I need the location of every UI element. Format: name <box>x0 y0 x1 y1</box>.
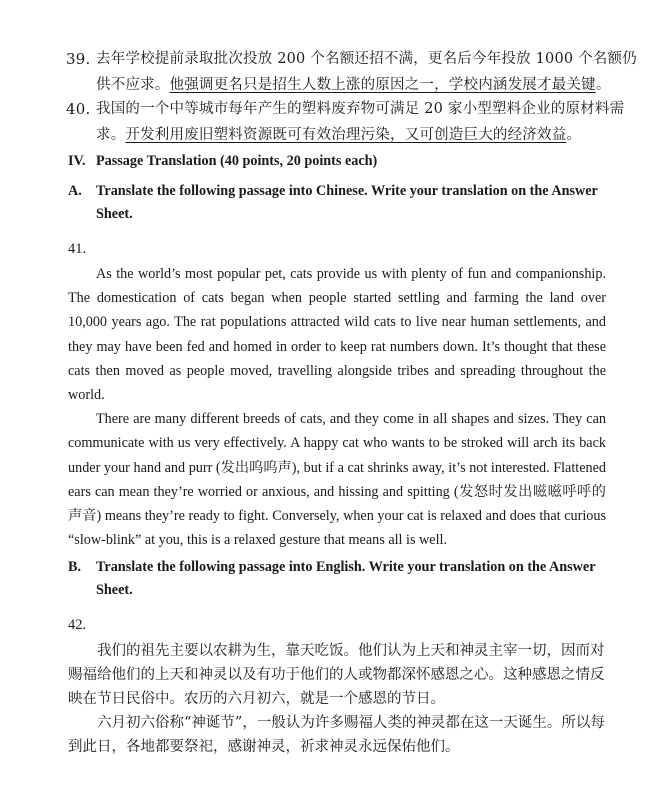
section-title: Passage Translation (40 points, 20 points each) <box>96 153 378 169</box>
section-label: IV. <box>68 153 86 169</box>
underlined-sentence: 他强调更名只是招生人数上涨的原因之一，学校内涵发展才最关键 <box>169 77 596 93</box>
section-b-instructions <box>68 559 596 576</box>
instruction-line-1: Translate the following passage into Chinese. Write your translation on the Answer <box>96 183 598 199</box>
question-number: 40. <box>66 100 91 118</box>
question-41-passage <box>68 262 606 552</box>
section-label: B. <box>68 559 82 575</box>
question-text-line-1: 去年学校提前录取批次投放 200 个名额还招不满，更名后今年投放 1000 个名额仍 <box>96 51 637 67</box>
section-a-instructions <box>68 183 598 200</box>
underlined-sentence: 开发利用废旧塑料资源既可有效治理污染，又可创造巨大的经济效益 <box>125 127 567 143</box>
end-punctuation: 。 <box>566 127 582 143</box>
question-41-number: 41. <box>68 241 87 257</box>
passage-paragraph-2: 六月初六俗称“神诞节”，一般认为许多赐福人类的神灵都在这一天诞生。所以每到此日，各地都要祭祀，感谢神灵，祈求神灵永远保佑他们。 <box>68 715 605 755</box>
plain-text: 求。 <box>96 127 126 143</box>
passage-paragraph-1: 我们的祖先主要以农耕为生，靠天吃饭。他们认为上天和神灵主宰一切，因而对赐福给他们的上天和神灵以及有功于他们的人或物都深怀感恩之心。这种感恩之情反映在节日民俗中。农历的六月初六，就是一个感恩的节日。 <box>68 643 605 707</box>
instruction-line-1: Translate the following passage into English. Write your translation on the Answer <box>96 559 596 575</box>
passage-paragraph-2: There are many different breeds of cats, and they come in all shapes and sizes. They can communicate with us very effectively. A happy cat who wants to be stroked will arch its back under your hand and purr (发出呜呜声), but if a cat shrinks away, it’s not interested. Flattened ears can mean they’re worried or anxious, and hissing and spitting (发怒时发出嗞嗞呼呼的声音) means they’re ready to fight. Conversely, when your cat is relaxed and does that curious “slow-blink” at you, this is a relaxed gesture that means all is well. <box>68 411 606 549</box>
section-a-instructions-cont <box>96 206 133 223</box>
instruction-line-2: Sheet. <box>96 582 133 598</box>
plain-text: 供不应求。 <box>96 77 170 93</box>
question-text-line-2 <box>96 123 581 147</box>
instruction-line-2: Sheet. <box>96 206 133 222</box>
section-iv-heading <box>68 153 377 170</box>
question-42-number: 42. <box>68 617 87 633</box>
question-text-line-2 <box>96 73 611 97</box>
section-b-instructions-cont <box>96 582 133 599</box>
question-number: 39. <box>66 50 91 68</box>
question-42-passage <box>68 639 608 759</box>
question-text-line-1: 我国的一个中等城市每年产生的塑料废弃物可满足 20 家小型塑料企业的原材料需 <box>96 101 625 117</box>
end-punctuation: 。 <box>595 77 611 93</box>
passage-paragraph-1: As the world’s most popular pet, cats provide us with plenty of fun and companionship. The domestication of cats began when people started settling and farming the land over 10,000 years ago. The rat populations attracted wild cats to live near human settlements, and they may have been fed and homed in order to keep rat numbers down. It’s thought that these cats then moved as people moved, travelling alongside tribes and spreading throughout the world. <box>68 266 606 404</box>
section-label: A. <box>68 183 82 199</box>
